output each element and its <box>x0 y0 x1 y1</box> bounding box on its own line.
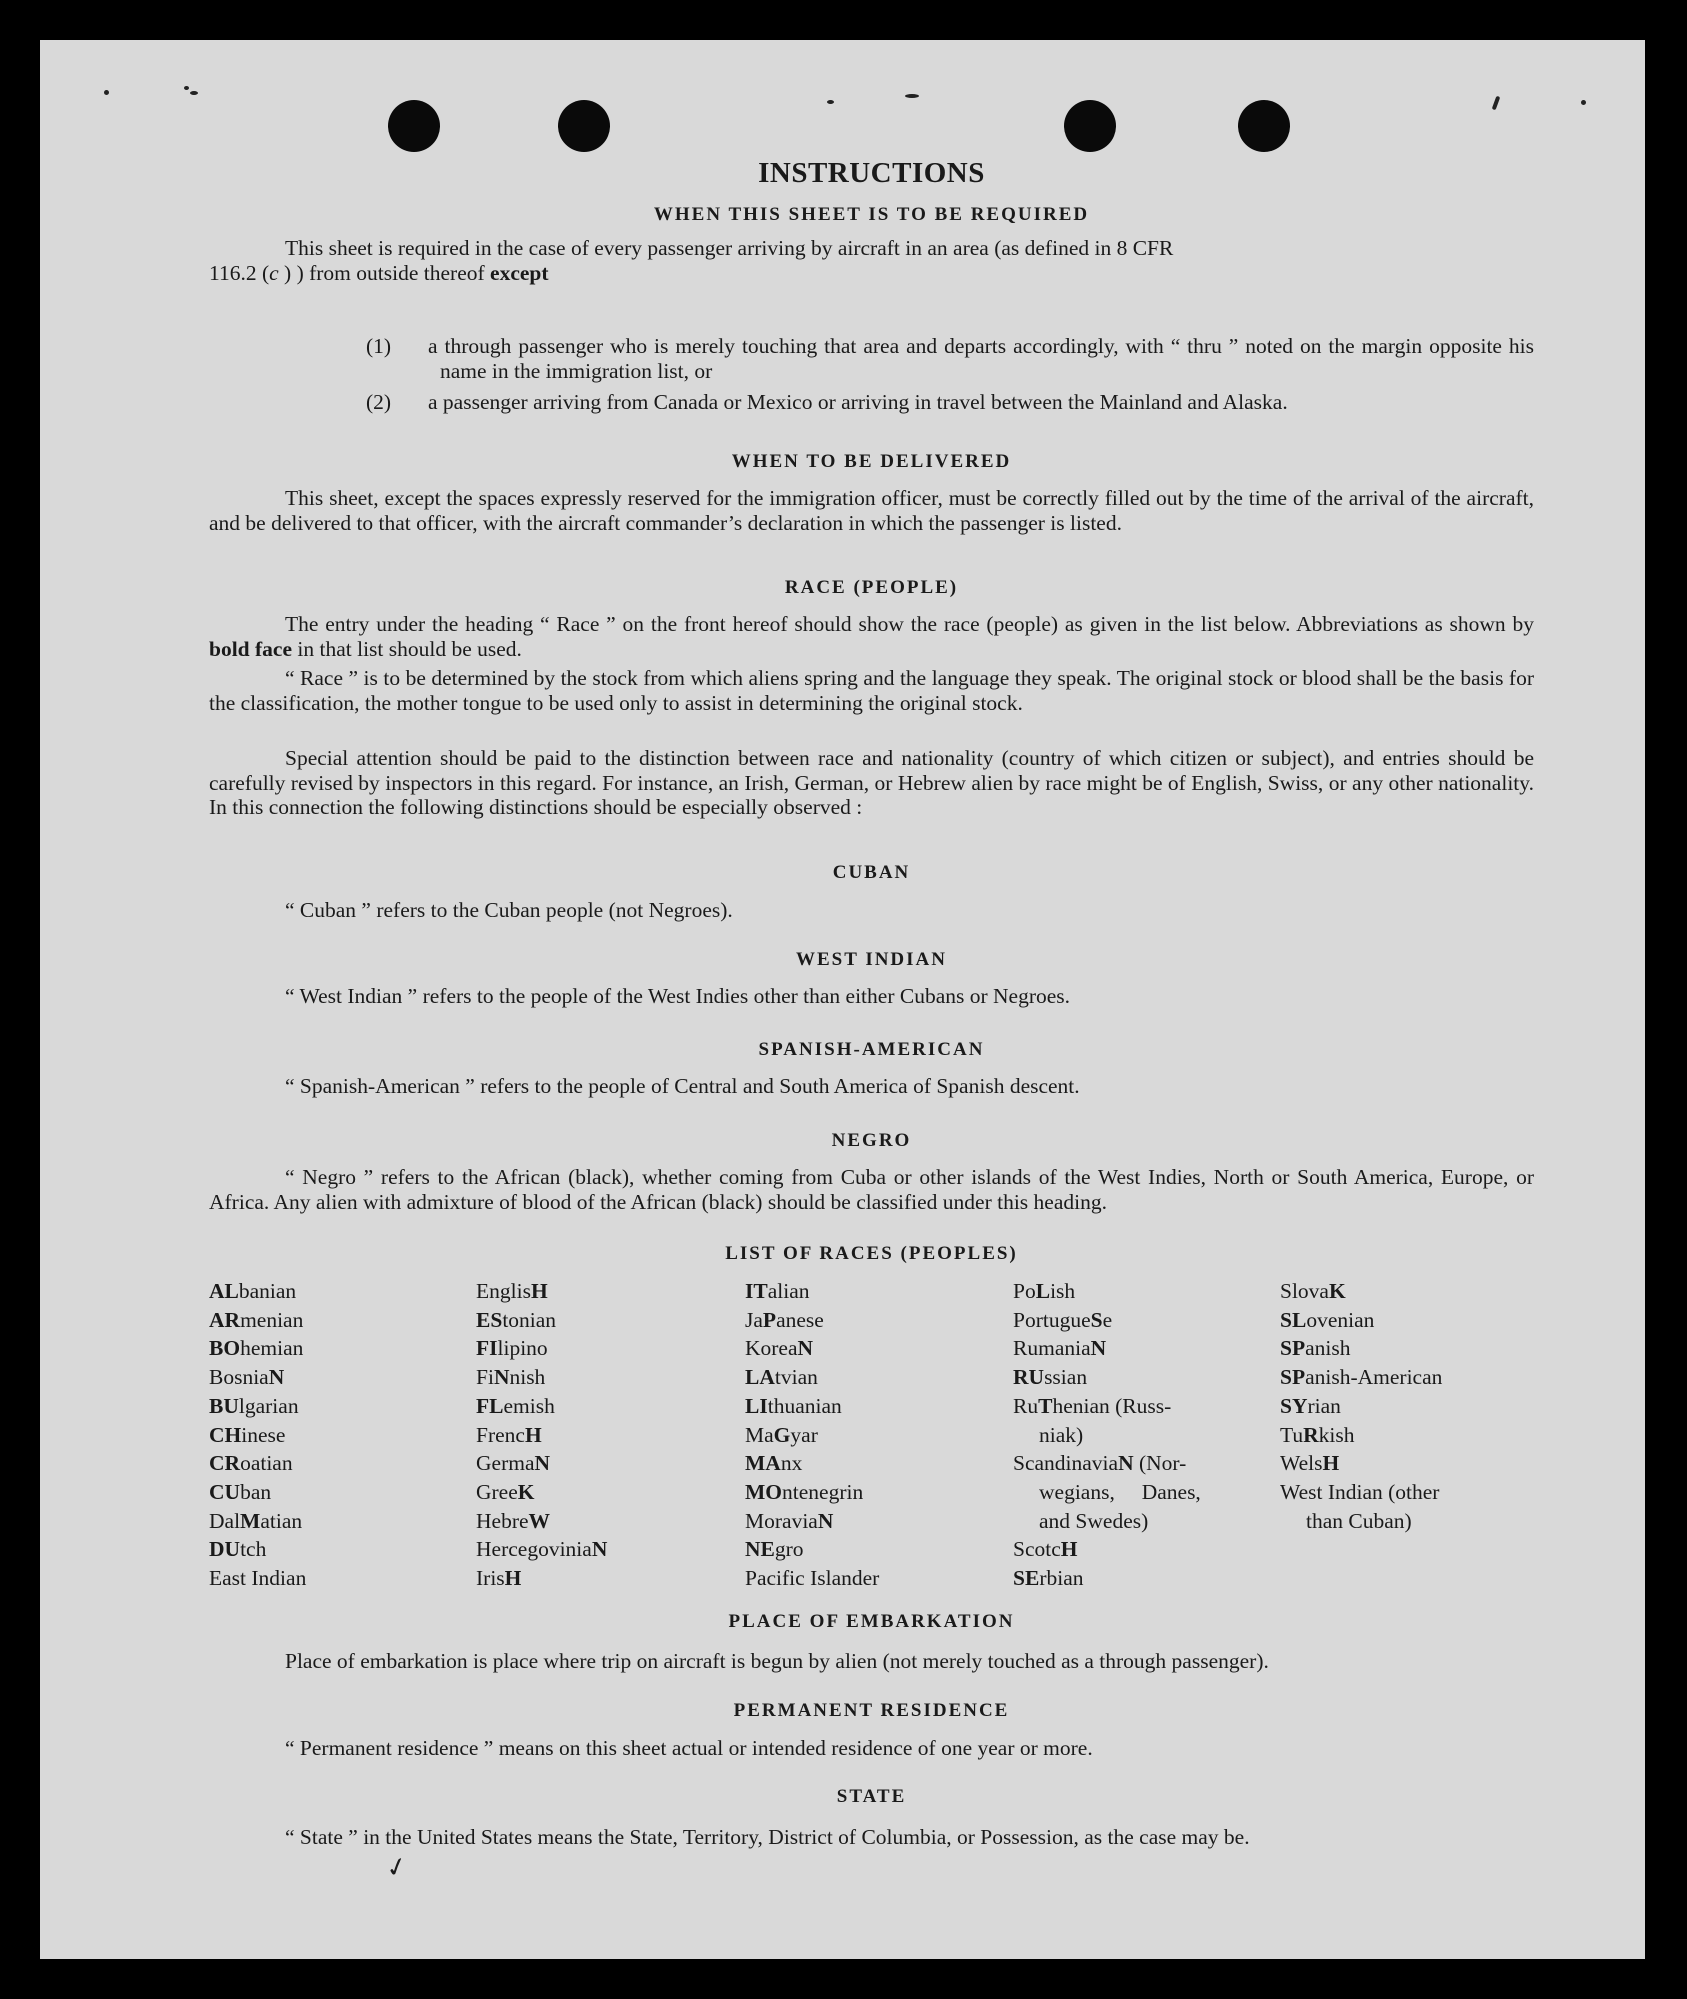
race-entry: RUssian <box>1013 1365 1088 1390</box>
para-spanish-american <box>209 1074 1534 1099</box>
speck <box>104 90 109 95</box>
para-when-delivered <box>209 486 1534 535</box>
para-west-indian <box>209 984 1534 1009</box>
race-entry: ScotcH <box>1013 1537 1078 1562</box>
item-text: a passenger arriving from Canada or Mexico or arriving in travel between the Mainland and Alaska. <box>428 390 1288 414</box>
race-column <box>1013 1277 1201 1593</box>
para-text: “ Negro ” refers to the African (black), whether coming from Cuba or other islands of the West Indies, North or South America, Europe, or Africa. Any alien with admixture of blood of the African (black) should be classified under this heading. <box>209 1165 1534 1214</box>
race-entry: WelsH <box>1280 1451 1340 1476</box>
race-entry: ITalian <box>745 1279 810 1303</box>
race-entry: NEgro <box>745 1537 804 1562</box>
para-race-1 <box>209 612 1534 661</box>
punch-hole <box>388 100 440 152</box>
race-column <box>209 1277 306 1593</box>
item-text: a through passenger who is merely touching that area and departs accordingly, with “ thru ” noted on the margin opposite his name in the immigration list, or <box>428 334 1534 383</box>
heading-list-of-races: LIST OF RACES (PEOPLES) <box>725 1243 1018 1264</box>
race-entry: FiNnish <box>476 1365 546 1390</box>
page-title: INSTRUCTIONS <box>758 157 985 189</box>
race-entry: LAtvian <box>745 1365 818 1390</box>
speck <box>1492 96 1501 111</box>
para-bold: except <box>490 260 549 285</box>
race-entry: RumaniaN <box>1013 1336 1107 1361</box>
heading-when-required: WHEN THIS SHEET IS TO BE REQUIRED <box>653 204 1090 225</box>
race-entry: RuThenian (Russ- <box>1013 1393 1172 1418</box>
race-entry: GermaN <box>476 1451 551 1476</box>
race-entry: HebreW <box>476 1508 551 1533</box>
race-entry: PortugueSe <box>1013 1307 1113 1332</box>
heading-when-delivered: WHEN TO BE DELIVERED <box>731 451 1012 472</box>
speck <box>190 91 198 95</box>
speck <box>827 100 834 104</box>
heading-race: RACE (PEOPLE) <box>784 577 959 598</box>
race-entry: ARmenian <box>209 1307 304 1332</box>
race-entry: than Cuban) <box>1306 1508 1412 1533</box>
race-entry: CRoatian <box>209 1451 293 1476</box>
race-entry: Pacific Islander <box>745 1566 880 1591</box>
heading-spanish-american: SPANISH-AMERICAN <box>758 1039 985 1060</box>
speck <box>905 94 919 98</box>
para-race-2 <box>209 666 1534 715</box>
race-entry: East Indian <box>209 1566 307 1591</box>
speck <box>1581 100 1586 105</box>
race-entry: BosniaN <box>209 1365 285 1390</box>
race-entry: SLovenian <box>1280 1307 1375 1332</box>
para-cuban <box>209 898 1534 923</box>
race-entry: FrencH <box>476 1422 542 1447</box>
race-entry: TuRkish <box>1280 1422 1355 1447</box>
para-text: “ Permanent residence ” means on this sheet actual or intended residence of one year or more. <box>285 1736 1093 1760</box>
race-entry: BUlgarian <box>209 1393 299 1418</box>
para-text: Place of embarkation is place where trip on aircraft is begun by alien (not merely touched as a through passenger). <box>285 1649 1269 1673</box>
race-entry: EnglisH <box>476 1279 548 1303</box>
heading-permanent-residence: PERMANENT RESIDENCE <box>733 1700 1010 1721</box>
heading-embarkation: PLACE OF EMBARKATION <box>728 1611 1015 1632</box>
race-entry: niak) <box>1039 1422 1084 1447</box>
race-entry: and Swedes) <box>1039 1508 1149 1533</box>
race-entry: ALbanian <box>209 1279 297 1303</box>
para-embarkation <box>209 1647 1534 1675</box>
punch-hole <box>1238 100 1290 152</box>
race-entry: wegians, Danes, <box>1039 1479 1201 1504</box>
checkmark-icon: ✓ <box>382 1850 412 1885</box>
race-entry: IrisH <box>476 1566 522 1591</box>
race-entry: CUban <box>209 1479 272 1504</box>
para-line: 116.2 ( <box>209 260 270 285</box>
race-entry: SPanish-American <box>1280 1365 1443 1390</box>
race-entry: KoreaN <box>745 1336 814 1361</box>
race-entry: West Indian (other <box>1280 1479 1440 1504</box>
para-text: “ State ” in the United States means the State, Territory, District of Columbia, or Possession, as the case may be. <box>285 1825 1250 1849</box>
race-entry: FIlipino <box>476 1336 548 1361</box>
para-race-3 <box>209 746 1534 820</box>
race-entry: MOntenegrin <box>745 1479 864 1504</box>
list-item <box>366 390 1534 415</box>
race-entry: LIthuanian <box>745 1393 842 1418</box>
heading-negro: NEGRO <box>831 1130 912 1151</box>
para-line: This sheet is required in the case of every passenger arriving by aircraft in an area (as defined in 8 CFR <box>285 236 1174 260</box>
race-entry: DUtch <box>209 1537 267 1562</box>
race-entry: GreeK <box>476 1479 535 1504</box>
para-line: ) ) from outside thereof <box>284 260 485 285</box>
para-state <box>209 1822 1534 1852</box>
para-text: This sheet, except the spaces expressly reserved for the immigration officer, must be correctly filled out by the time of the arrival of the aircraft, and be delivered to that officer, with the aircraft commander’s declaration in which the passenger is listed. <box>209 486 1534 535</box>
race-entry: PoLish <box>1013 1279 1076 1303</box>
punch-hole <box>558 100 610 152</box>
para-when-required <box>209 236 1534 285</box>
race-entry: MoraviaN <box>745 1508 834 1533</box>
speck <box>184 86 189 90</box>
race-entry: CHinese <box>209 1422 286 1447</box>
race-entry: MAnx <box>745 1451 803 1476</box>
race-entry: FLemish <box>476 1393 555 1418</box>
punch-hole <box>1064 100 1116 152</box>
race-entry: BOhemian <box>209 1336 304 1361</box>
para-line: c <box>269 260 279 285</box>
list-item <box>366 334 1534 383</box>
race-entry: HercegoviniaN <box>476 1537 608 1562</box>
heading-west-indian: WEST INDIAN <box>796 949 947 970</box>
race-column <box>745 1277 879 1593</box>
para-permanent-residence <box>209 1736 1534 1761</box>
race-column <box>1280 1277 1442 1535</box>
race-entry: SPanish <box>1280 1336 1351 1361</box>
para-text: in that list should be used. <box>297 636 522 661</box>
race-entry: SYrian <box>1280 1393 1341 1418</box>
para-negro <box>209 1165 1534 1214</box>
para-text: “ Spanish-American ” refers to the people of Central and South America of Spanish descent. <box>285 1074 1080 1098</box>
race-entry: EStonian <box>476 1307 557 1332</box>
race-entry: MaGyar <box>745 1422 818 1447</box>
item-number: (1) <box>366 334 392 358</box>
para-text: Special attention should be paid to the distinction between race and nationality (country of which citizen or subject), and entries should be carefully revised by inspectors in this regard. For instance, an Irish, German, or Hebrew alien by race might be of English, Swiss, or any other nationality. In this connection the following distinctions should be especially observed : <box>209 746 1534 819</box>
item-number: (2) <box>366 390 392 414</box>
para-bold: bold face <box>209 636 293 661</box>
race-entry: DalMatian <box>209 1508 303 1533</box>
para-text: “ West Indian ” refers to the people of the West Indies other than either Cubans or Negroes. <box>285 984 1071 1008</box>
para-text: The entry under the heading “ Race ” on the front hereof should show the race (people) as given in the list below. Abbreviations as shown by <box>285 612 1534 636</box>
race-column <box>476 1277 607 1593</box>
document-sheet <box>40 40 1645 1959</box>
heading-cuban: CUBAN <box>832 862 911 883</box>
race-entry: JaPanese <box>745 1307 824 1332</box>
para-text: “ Race ” is to be determined by the stock from which aliens spring and the language they speak. The original stock or blood shall be the basis for the classification, the mother tongue to be used only to assist in determining the original stock. <box>209 666 1534 715</box>
race-entry: SlovaK <box>1280 1279 1346 1303</box>
para-text: “ Cuban ” refers to the Cuban people (not Negroes). <box>285 898 733 922</box>
heading-state: STATE <box>836 1786 907 1807</box>
race-entry: ScandinaviaN (Nor- <box>1013 1451 1187 1476</box>
race-entry: SErbian <box>1013 1566 1084 1591</box>
